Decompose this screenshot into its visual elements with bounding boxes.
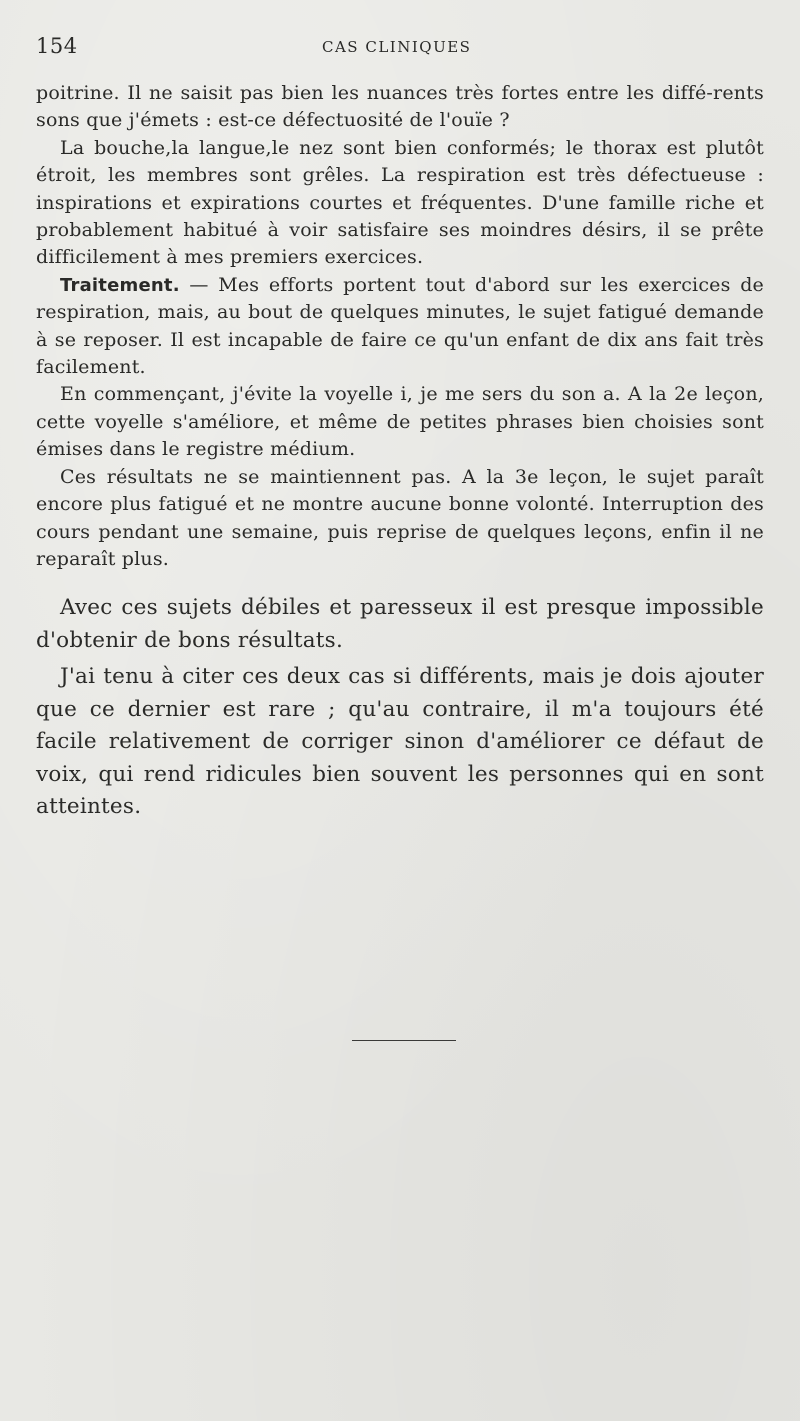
section-end-rule xyxy=(352,1040,456,1041)
treatment-text: — Mes efforts portent tout d'abord sur les exercices de respiration, mais, au bout de quelques minutes, le sujet fatigué demande à se reposer. Il est incapable de faire ce qu'un enfant de dix ans fait très facilement. xyxy=(36,273,764,379)
treatment-heading: Traitement. xyxy=(60,274,180,296)
case-report-text xyxy=(36,80,764,573)
conclusion-text xyxy=(36,592,764,824)
paragraph-treatment xyxy=(36,272,764,382)
paragraph-lessons: En commençant, j'évite la voyelle i, je me sers du son a. A la 2e leçon, cette voyelle s'améliore, et même de petites phrases bien choisies sont émises dans le registre médium. xyxy=(36,383,764,461)
page-number: 154 xyxy=(36,34,78,58)
paragraph-description: La bouche,la langue,le nez sont bien conformés; le thorax est plutôt étroit, les membres sont grêles. La respiration est très défectueuse : inspirations et expirations courtes et fréquentes. D'une famille riche et probablement habitué à voir satisfaire ses moindres désirs, il se prête difficilement à mes premiers exercices. xyxy=(36,136,764,269)
paragraph-conclusion-1: Avec ces sujets débiles et paresseux il est presque impossible d'obtenir de bons résultats. xyxy=(36,595,764,653)
paragraph-results: Ces résultats ne se maintiennent pas. A la 3e leçon, le sujet paraît encore plus fatigué et ne montre aucune bonne volonté. Interruption des cours pendant une semaine, puis reprise de quelques leçons, enfin il ne reparaît plus. xyxy=(36,465,764,570)
running-head xyxy=(36,34,760,60)
paragraph-conclusion-2: J'ai tenu à citer ces deux cas si différents, mais je dois ajouter que ce dernier est rare ; qu'au contraire, il m'a toujours été facile relativement de corriger sinon d'améliorer ce défaut de voix, qui rend ridicules bien souvent les personnes qui en sont atteintes. xyxy=(36,664,764,819)
paragraph-continuation: poitrine. Il ne saisit pas bien les nuances très fortes entre les diffé-rents sons que j'émets : est-ce défectuosité de l'ouïe ? xyxy=(36,82,764,132)
running-title: CAS CLINIQUES xyxy=(322,38,472,56)
